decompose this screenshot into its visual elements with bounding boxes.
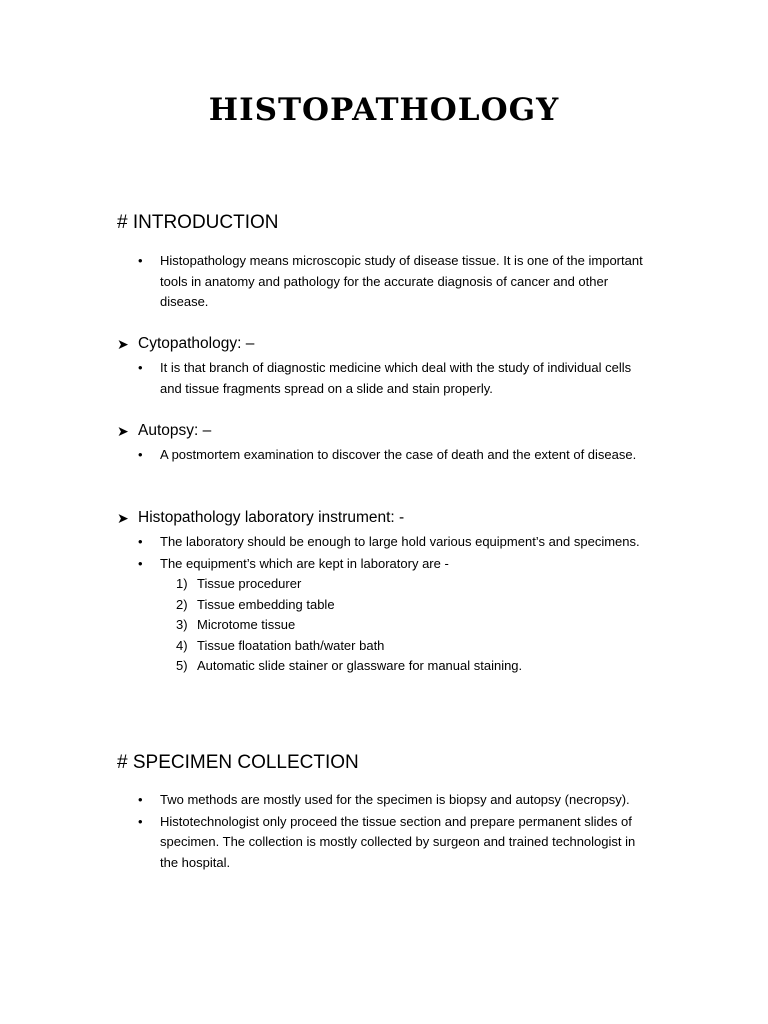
list-item (138, 445, 650, 466)
document-title: HISTOPATHOLOGY (208, 92, 560, 128)
numbered-item (160, 656, 650, 676)
bullet-icon: • (138, 447, 143, 462)
bullet-icon: • (138, 253, 143, 268)
list-item (138, 251, 650, 313)
item-number: 5) (176, 658, 188, 674)
bullet-text: The equipment’s which are kept in laboratory are - (160, 555, 449, 571)
bullet-icon: • (138, 534, 143, 549)
item-number: 2) (176, 596, 188, 612)
subheading-lab-instrument (117, 509, 404, 527)
lab-instrument-bullet-list (138, 532, 650, 676)
list-item (138, 554, 650, 677)
numbered-item (160, 615, 650, 635)
bullet-text: It is that branch of diagnostic medicine which deal with the study of individual cells and tissue fragments spread on a slide and stain properly. (160, 360, 632, 396)
item-text: Tissue procedurer (197, 576, 302, 592)
subheading-label: Cytopathology: – (138, 335, 255, 352)
subheading-cytopathology (117, 335, 254, 353)
list-item (138, 358, 650, 399)
item-number: 4) (176, 637, 188, 653)
specimen-collection-heading: # SPECIMEN COLLECTION (117, 752, 359, 773)
item-text: Tissue embedding table (197, 596, 335, 612)
bullet-text: Histopathology means microscopic study of disease tissue. It is one of the important tools in anatomy and pathology for the accurate diagnosis of cancer and other disease. (160, 253, 643, 310)
autopsy-bullet-list (138, 445, 650, 466)
bullet-icon: • (138, 555, 143, 571)
arrow-bullet-icon: ➤ (117, 423, 129, 439)
introduction-bullet-list (138, 251, 650, 313)
list-item (138, 532, 650, 553)
item-text: Automatic slide stainer or glassware for manual staining. (197, 658, 523, 674)
numbered-item (160, 636, 650, 656)
bullet-icon: • (138, 360, 143, 375)
introduction-heading: # INTRODUCTION (117, 212, 279, 233)
item-text: Tissue floatation bath/water bath (197, 637, 385, 653)
bullet-text: Histotechnologist only proceed the tissue section and prepare permanent slides of specimen. The collection is mostly collected by surgeon and trained technologist in the hospital. (160, 813, 636, 871)
arrow-bullet-icon: ➤ (117, 336, 129, 352)
subheading-label: Autopsy: – (138, 422, 212, 439)
bullet-icon: • (138, 813, 143, 829)
cytopathology-bullet-list (138, 358, 650, 399)
specimen-collection-bullet-list (138, 790, 650, 874)
subheading-autopsy (117, 422, 211, 440)
equipment-numbered-list (160, 574, 650, 676)
numbered-item (160, 595, 650, 615)
bullet-text: A postmortem examination to discover the case of death and the extent of disease. (160, 447, 637, 462)
bullet-icon: • (138, 792, 143, 807)
numbered-item (160, 574, 650, 594)
arrow-bullet-icon: ➤ (117, 510, 129, 526)
list-item (138, 812, 650, 874)
item-number: 3) (176, 617, 188, 633)
list-item (138, 790, 650, 811)
bullet-text: Two methods are mostly used for the specimen is biopsy and autopsy (necropsy). (160, 792, 630, 807)
item-number: 1) (176, 576, 188, 592)
bullet-text: The laboratory should be enough to large hold various equipment’s and specimens. (160, 534, 640, 549)
subheading-label: Histopathology laboratory instrument: - (138, 509, 405, 526)
item-text: Microtome tissue (197, 617, 296, 633)
